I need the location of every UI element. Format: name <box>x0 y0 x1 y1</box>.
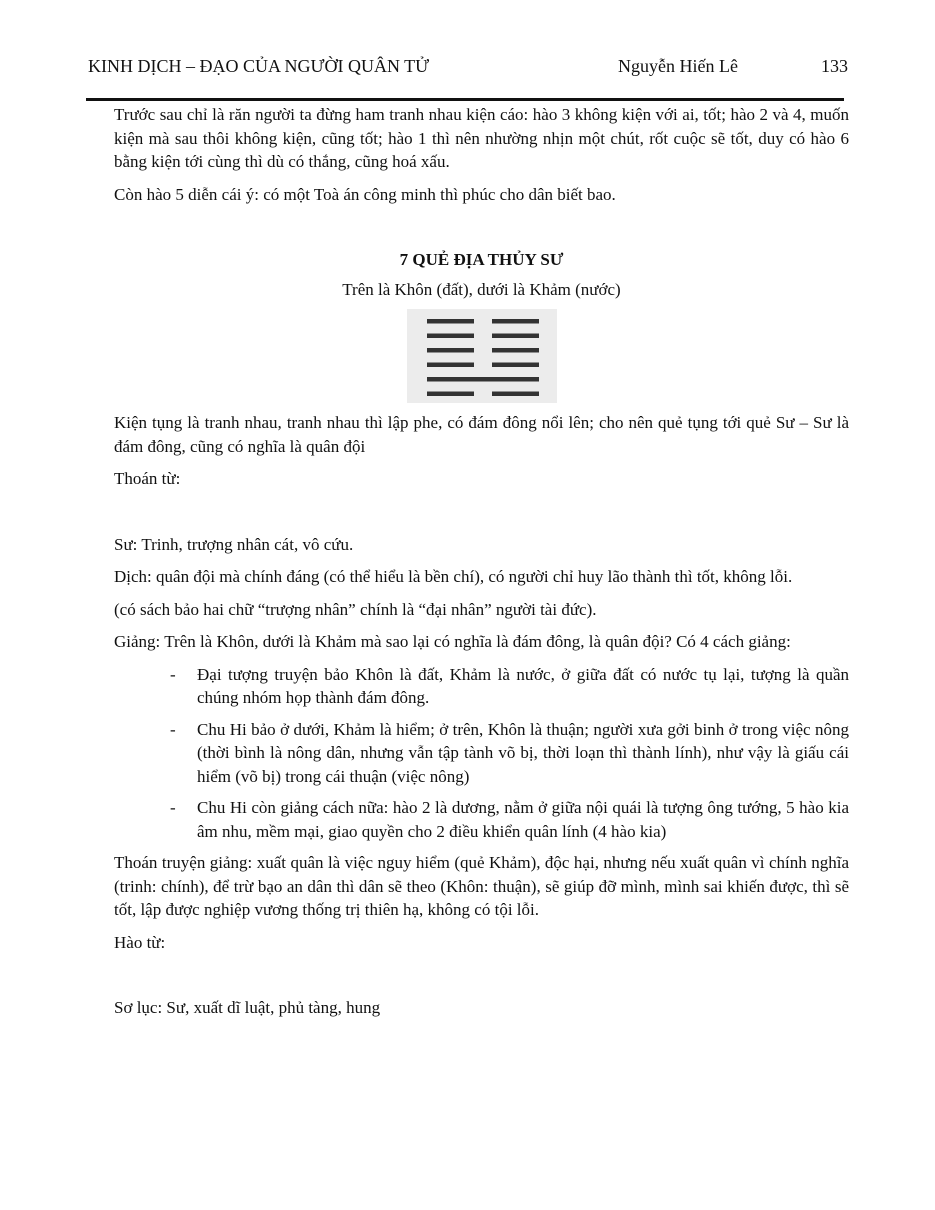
bullet-list <box>114 663 849 844</box>
list-item <box>114 796 849 843</box>
hexagram-line-broken <box>492 363 539 368</box>
hexagram-figure <box>114 309 849 403</box>
hexagram-line-broken <box>427 319 474 324</box>
hexagram-line-broken <box>492 348 539 353</box>
bullet-marker: - <box>170 664 176 684</box>
list-item-text: Chu Hi bảo ở dưới, Khảm là hiểm; ở trên, Khôn là thuận; người xưa gởi binh ở trong việc nông (thời bình là nông dân, nhưng vẫn tập tành võ bị, thời loạn thì thành lính), như vậy là giấu cái hiểm (võ bị) trong cái thuận (việc nông) <box>197 719 849 786</box>
book-title: KINH DỊCH – ĐẠO CỦA NGƯỜI QUÂN TỬ <box>88 56 430 76</box>
paragraph-thoan-truyen: Thoán truyện giảng: xuất quân là việc nguy hiểm (quẻ Khảm), độc hại, nhưng nếu xuất quân vì chính nghĩa (trinh: chính), để trừ bạo an dân thì dân sẽ theo (Khôn: thuận), sẽ giúp đỡ mình, mình sai khiến được, thì sẽ tốt, lập được nghiệp vương thống trị thiên hạ, không có tội lỗi. <box>114 853 849 919</box>
paragraph-note: (có sách bảo hai chữ “trượng nhân” chính là “đại nhân” người tài đức). <box>114 599 597 619</box>
list-item-text: Đại tượng truyện bảo Khôn là đất, Khảm là nước, ở giữa đất có nước tụ lại, tượng là quần chúng nhóm họp thành đám đông. <box>197 664 849 707</box>
page-number: 133 <box>821 56 848 76</box>
page-content <box>114 103 849 1020</box>
hexagram-line-broken <box>427 334 474 339</box>
author-name: Nguyễn Hiến Lê <box>618 56 738 76</box>
paragraph-giang: Giảng: Trên là Khôn, dưới là Khảm mà sao lại có nghĩa là đám đông, là quân đội? Có 4 cách giảng: <box>114 632 791 651</box>
spacer <box>114 491 849 533</box>
hexagram-line-broken <box>427 392 474 397</box>
page-header <box>88 56 848 82</box>
paragraph-hao5: Còn hào 5 diễn cái ý: có một Toà án công minh thì phúc cho dân biết bao. <box>114 184 616 204</box>
label-thoan-tu: Thoán từ: <box>114 469 181 488</box>
hexagram-icon <box>407 309 557 403</box>
list-item <box>114 663 849 710</box>
spacer <box>114 954 849 996</box>
paragraph-dich: Dịch: quân đội mà chính đáng (có thể hiểu là bền chí), có người chỉ huy lão thành thì tốt, không lỗi. <box>114 567 793 586</box>
hexagram-line-broken <box>492 334 539 339</box>
hexagram-line-broken <box>492 392 539 397</box>
hexagram-line-broken <box>427 348 474 353</box>
hexagram-line-broken <box>427 363 474 368</box>
paragraph-su-trinh: Sư: Trinh, trượng nhân cát, vô cứu. <box>114 534 354 554</box>
paragraph-so-luc: Sơ lục: Sư, xuất dĩ luật, phủ tàng, hung <box>114 998 381 1017</box>
header-rule <box>86 98 844 101</box>
list-item-text: Chu Hi còn giảng cách nữa: hào 2 là dương, nằm ở giữa nội quái là tượng ông tướng, 5 hào kia âm nhu, mềm mại, giao quyền cho 2 điều khiển quân lính (4 hào kia) <box>197 798 849 841</box>
list-item <box>114 718 849 789</box>
label-hao-tu: Hào từ: <box>114 932 166 952</box>
hexagram-line-solid <box>427 377 539 382</box>
bullet-marker: - <box>170 719 176 739</box>
bullet-marker: - <box>170 798 176 817</box>
section-title: 7 QUẺ ĐỊA THỦY SƯ <box>399 250 564 269</box>
hexagram-line-broken <box>492 319 539 324</box>
paragraph-intro: Trước sau chỉ là răn người ta đừng ham tranh nhau kiện cáo: hào 3 không kiện với ai, tốt; hào 2 và 4, muốn kiện mà sau thôi không kiện, cũng tốt; hào 1 thì nên nhường nhịn một chút, rốt cuộc sẽ tốt, duy có hào 6 bằng kiện tới cùng thì dù có thắng, cũng hoá xấu. <box>114 105 849 171</box>
section-subtitle: Trên là Khôn (đất), dưới là Khảm (nước) <box>342 280 621 299</box>
paragraph-kien-tung: Kiện tụng là tranh nhau, tranh nhau thì lập phe, có đám đông nổi lên; cho nên quẻ tụng tới quẻ Sư – Sư là đám đông, cũng có nghĩa là quân đội <box>114 413 849 456</box>
